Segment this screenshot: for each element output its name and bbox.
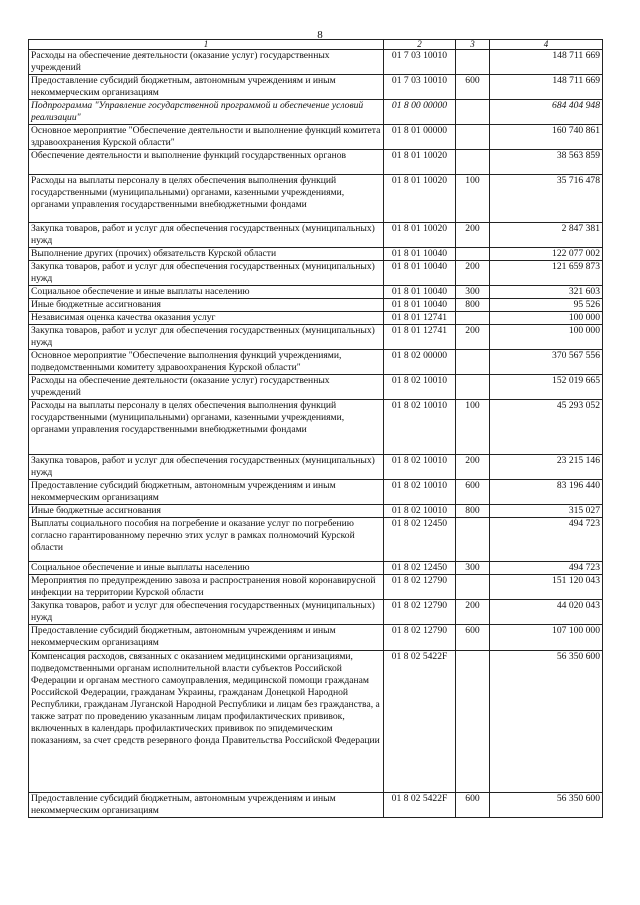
- row-amount: 148 711 669: [490, 75, 603, 100]
- row-name: Предоставление субсидий бюджетным, автономным учреждениям и иным некоммерческим организациям: [29, 625, 384, 651]
- row-expense-type: [456, 312, 490, 325]
- row-expense-type: [456, 375, 490, 400]
- row-amount: 494 723: [490, 562, 603, 575]
- table-row: [29, 125, 603, 150]
- row-amount: 35 716 478: [490, 175, 603, 223]
- table-body: [29, 50, 603, 818]
- row-expense-type: [456, 150, 490, 175]
- table-row: [29, 223, 603, 248]
- row-expense-type: 300: [456, 286, 490, 299]
- row-amount: 44 020 043: [490, 600, 603, 625]
- row-amount: 100 000: [490, 325, 603, 350]
- row-name: Закупка товаров, работ и услуг для обеспечения государственных (муниципальных) нужд: [29, 223, 384, 248]
- header-col-4: 4: [490, 40, 603, 50]
- row-code: 01 8 02 12450: [384, 518, 456, 562]
- row-expense-type: [456, 100, 490, 125]
- row-code: 01 8 02 12790: [384, 600, 456, 625]
- row-expense-type: 300: [456, 562, 490, 575]
- row-code: 01 8 01 10040: [384, 248, 456, 261]
- budget-table: [28, 39, 603, 818]
- row-expense-type: 200: [456, 600, 490, 625]
- row-amount: 100 000: [490, 312, 603, 325]
- row-code: 01 7 03 10010: [384, 75, 456, 100]
- row-name: Предоставление субсидий бюджетным, автономным учреждениям и иным некоммерческим организациям: [29, 75, 384, 100]
- header-col-2: 2: [384, 40, 456, 50]
- row-code: 01 8 02 10010: [384, 505, 456, 518]
- row-name: Предоставление субсидий бюджетным, автономным учреждениям и иным некоммерческим организациям: [29, 480, 384, 505]
- row-expense-type: 800: [456, 299, 490, 312]
- row-name: Социальное обеспечение и иные выплаты населению: [29, 562, 384, 575]
- table-row: [29, 575, 603, 600]
- row-expense-type: 200: [456, 261, 490, 286]
- table-row: [29, 455, 603, 480]
- row-code: 01 8 01 10020: [384, 223, 456, 248]
- row-expense-type: [456, 651, 490, 793]
- row-code: 01 8 02 10010: [384, 455, 456, 480]
- row-amount: 315 027: [490, 505, 603, 518]
- header-col-3: 3: [456, 40, 490, 50]
- row-amount: 95 526: [490, 299, 603, 312]
- table-row: [29, 325, 603, 350]
- row-amount: 107 100 000: [490, 625, 603, 651]
- row-code: 01 8 02 10010: [384, 480, 456, 505]
- row-amount: 2 847 381: [490, 223, 603, 248]
- row-code: 01 8 01 10020: [384, 175, 456, 223]
- row-expense-type: 600: [456, 75, 490, 100]
- row-expense-type: [456, 50, 490, 75]
- row-amount: 45 293 052: [490, 400, 603, 455]
- table-row: [29, 261, 603, 286]
- row-amount: 122 077 002: [490, 248, 603, 261]
- row-name: Расходы на обеспечение деятельности (оказание услуг) государственных учреждений: [29, 375, 384, 400]
- row-code: 01 8 02 10010: [384, 400, 456, 455]
- row-code: 01 8 02 00000: [384, 350, 456, 375]
- table-row: [29, 518, 603, 562]
- row-expense-type: 800: [456, 505, 490, 518]
- row-name: Иные бюджетные ассигнования: [29, 299, 384, 312]
- row-name: Независимая оценка качества оказания услуг: [29, 312, 384, 325]
- row-amount: 83 196 440: [490, 480, 603, 505]
- table-row: [29, 651, 603, 793]
- row-expense-type: 100: [456, 400, 490, 455]
- table-row: [29, 286, 603, 299]
- row-code: 01 8 02 12450: [384, 562, 456, 575]
- row-name: Закупка товаров, работ и услуг для обеспечения государственных (муниципальных) нужд: [29, 600, 384, 625]
- row-code: 01 8 00 00000: [384, 100, 456, 125]
- row-expense-type: 200: [456, 325, 490, 350]
- row-expense-type: [456, 575, 490, 600]
- table-row: [29, 562, 603, 575]
- row-expense-type: [456, 125, 490, 150]
- row-expense-type: 600: [456, 625, 490, 651]
- row-name: Обеспечение деятельности и выполнение функций государственных органов: [29, 150, 384, 175]
- row-name: Расходы на обеспечение деятельности (оказание услуг) государственных учреждений: [29, 50, 384, 75]
- row-amount: 121 659 873: [490, 261, 603, 286]
- row-name: Основное мероприятие "Обеспечение деятельности и выполнение функций комитета здравоохранения Курской области": [29, 125, 384, 150]
- table-row: [29, 248, 603, 261]
- row-amount: 151 120 043: [490, 575, 603, 600]
- row-name: Компенсация расходов, связанных с оказанием медицинскими организациями, подведомственными органам исполнительной власти субъектов Российской Федерации и органам местного самоуправления, медицинской помощи гражданам Российской Федерации, гражданам Украины, гражданам Донецкой Народной Республики, гражданам Луганской Народной Республики и лицам без гражданства, а также затрат по проведению указанным лицам профилактических прививок, включенных в календарь профилактических прививок по эпидемическим показаниям, за счет средств резервного фонда Правительства Российской Федерации: [29, 651, 384, 793]
- row-code: 01 8 01 12741: [384, 312, 456, 325]
- row-code: 01 8 01 10040: [384, 261, 456, 286]
- row-code: 01 8 01 10040: [384, 299, 456, 312]
- table-row: [29, 312, 603, 325]
- row-name: Закупка товаров, работ и услуг для обеспечения государственных (муниципальных) нужд: [29, 455, 384, 480]
- row-expense-type: [456, 350, 490, 375]
- row-name: Расходы на выплаты персоналу в целях обеспечения выполнения функций государственными (муниципальными) органами, казенными учреждениями, органами управления государственными внебюджетными фондами: [29, 175, 384, 223]
- row-name: Предоставление субсидий бюджетным, автономным учреждениям и иным некоммерческим организациям: [29, 793, 384, 818]
- row-amount: 148 711 669: [490, 50, 603, 75]
- row-expense-type: [456, 518, 490, 562]
- row-expense-type: 100: [456, 175, 490, 223]
- table-row: [29, 100, 603, 125]
- table-row: [29, 175, 603, 223]
- row-name: Расходы на выплаты персоналу в целях обеспечения выполнения функций государственными (муниципальными) органами, казенными учреждениями, органами управления государственными внебюджетными фондами: [29, 400, 384, 455]
- table-header-row: [29, 40, 603, 50]
- page-number: 8: [317, 29, 323, 41]
- row-code: 01 8 02 5422F: [384, 793, 456, 818]
- row-amount: 38 563 859: [490, 150, 603, 175]
- table-row: [29, 793, 603, 818]
- row-expense-type: 600: [456, 480, 490, 505]
- row-name: Выполнение других (прочих) обязательств Курской области: [29, 248, 384, 261]
- row-code: 01 8 01 10040: [384, 286, 456, 299]
- row-code: 01 7 03 10010: [384, 50, 456, 75]
- row-name: Закупка товаров, работ и услуг для обеспечения государственных (муниципальных) нужд: [29, 325, 384, 350]
- row-amount: 321 603: [490, 286, 603, 299]
- row-name: Закупка товаров, работ и услуг для обеспечения государственных (муниципальных) нужд: [29, 261, 384, 286]
- row-name: Иные бюджетные ассигнования: [29, 505, 384, 518]
- row-amount: 23 215 146: [490, 455, 603, 480]
- row-name: Социальное обеспечение и иные выплаты населению: [29, 286, 384, 299]
- row-amount: 56 350 600: [490, 793, 603, 818]
- row-name: Основное мероприятие "Обеспечение выполнения функций учреждениями, подведомственными комитету здравоохранения Курской области": [29, 350, 384, 375]
- row-amount: 152 019 665: [490, 375, 603, 400]
- row-code: 01 8 02 12790: [384, 575, 456, 600]
- row-expense-type: 600: [456, 793, 490, 818]
- table-row: [29, 600, 603, 625]
- row-name: Выплаты социального пособия на погребение и оказание услуг по погребению согласно гарантированному перечню этих услуг в рамках полномочий Курской области: [29, 518, 384, 562]
- table-row: [29, 150, 603, 175]
- row-name: Подпрограмма "Управление государственной программой и обеспечение условий реализации": [29, 100, 384, 125]
- table-row: [29, 480, 603, 505]
- table-row: [29, 350, 603, 375]
- row-code: 01 8 02 5422F: [384, 651, 456, 793]
- table-row: [29, 50, 603, 75]
- table-row: [29, 299, 603, 312]
- row-expense-type: 200: [456, 455, 490, 480]
- row-expense-type: 200: [456, 223, 490, 248]
- row-amount: 684 404 948: [490, 100, 603, 125]
- row-code: 01 8 01 00000: [384, 125, 456, 150]
- row-code: 01 8 02 10010: [384, 375, 456, 400]
- row-code: 01 8 01 10020: [384, 150, 456, 175]
- table-row: [29, 400, 603, 455]
- row-expense-type: [456, 248, 490, 261]
- header-col-1: 1: [29, 40, 384, 50]
- row-code: 01 8 01 12741: [384, 325, 456, 350]
- row-name: Мероприятия по предупреждению завоза и распространения новой коронавирусной инфекции на территории Курской области: [29, 575, 384, 600]
- row-amount: 160 740 861: [490, 125, 603, 150]
- row-amount: 56 350 600: [490, 651, 603, 793]
- table-row: [29, 625, 603, 651]
- row-code: 01 8 02 12790: [384, 625, 456, 651]
- table-row: [29, 505, 603, 518]
- table-row: [29, 375, 603, 400]
- row-amount: 370 567 556: [490, 350, 603, 375]
- table-row: [29, 75, 603, 100]
- row-amount: 494 723: [490, 518, 603, 562]
